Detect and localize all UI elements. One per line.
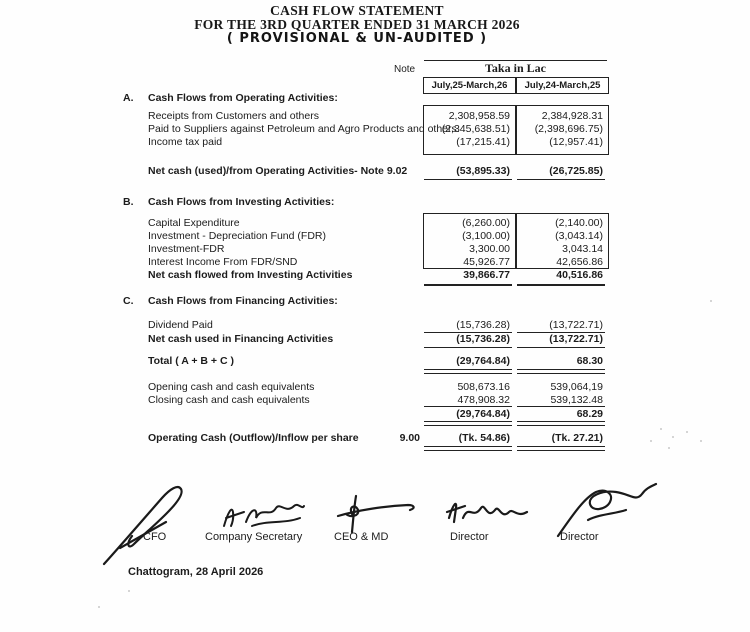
signatory-title: Company Secretary [205,531,303,543]
row-value-period2: (3,043.14) [555,230,603,242]
row-value-period1: (29,764.84) [456,408,510,420]
note-reference: 9.00 [399,432,420,444]
place-and-date: Chattogram, 28 April 2026 [128,566,264,578]
signatory-title: CEO & MD [334,531,389,543]
scan-speck [650,440,652,442]
row-value-period1: (17,215.41) [456,136,510,148]
row-label: Net cash flowed from Investing Activities [148,269,353,281]
row-value-period1: (53,895.33) [456,165,510,177]
row-label: Investment - Depreciation Fund (FDR) [148,230,326,242]
row-value-period2: (2,398,696.75) [534,123,603,135]
row-value-period2: (13,722.71) [549,319,603,331]
row-label: Net cash (used)/from Operating Activities- Note 9.02 [148,165,408,177]
row-value-period1: 478,908.32 [457,394,510,406]
period-2-header: July,24-March,25 [516,77,609,94]
signature-cfo [100,478,230,568]
section-c-heading: Cash Flows from Financing Activities: [148,295,338,307]
scan-speck [660,428,662,430]
row-value-period2: 42,656.86 [556,256,603,268]
document-title: CASH FLOW STATEMENT [270,3,444,18]
section-b-heading: Cash Flows from Investing Activities: [148,196,335,208]
row-value-period2: (26,725.85) [549,165,603,177]
row-value-period1: 3,300.00 [469,243,510,255]
row-value-period2: 539,132.48 [550,394,603,406]
row-label: Receipts from Customers and others [148,110,319,122]
section-a-letter: A. [123,92,134,104]
row-label: Investment-FDR [148,243,225,255]
row-value-period1: 39,866.77 [463,269,510,281]
row-label: Dividend Paid [148,319,213,331]
section-a-heading: Cash Flows from Operating Activities: [148,92,338,104]
row-value-period2: (12,957.41) [549,136,603,148]
row-label: Total ( A + B + C ) [148,355,234,367]
scan-speck [128,590,130,592]
row-label: Interest Income From FDR/SND [148,256,298,268]
period-1-header: July,25-March,26 [423,77,516,94]
document-subtitle: FOR THE 3RD QUARTER ENDED 31 MARCH 2026 [194,17,520,32]
row-value-period2: 539,064,19 [550,381,603,393]
signature-ceo-md [330,492,420,534]
scan-speck [98,606,100,608]
signatory-title: Director [450,531,489,543]
row-value-period1: (29,764.84) [456,355,510,367]
row-value-period2: 40,516.86 [556,269,603,281]
signature-director-1 [443,496,533,528]
signatory-title: CFO [143,531,167,543]
provisional-note: ( PROVISIONAL & UN-AUDITED ) [226,31,488,46]
row-value-period1: (6,260.00) [462,217,510,229]
note-column-header: Note [394,64,416,75]
row-value-period1: 508,673.16 [457,381,510,393]
row-label: Income tax paid [148,136,223,148]
row-value-period1: (3,100.00) [462,230,510,242]
scan-speck [672,436,674,438]
section-c-letter: C. [123,295,134,307]
row-label: Paid to Suppliers against Petroleum and Agro Products and others. [148,123,460,135]
row-value-period2: 68.30 [576,355,603,367]
scan-speck [686,431,688,433]
scan-speck [700,440,702,442]
row-value-period1: (15,736.28) [456,333,510,345]
row-value-period1: 2,308,958.59 [448,110,510,122]
row-value-period2: 2,384,928.31 [541,110,603,122]
scan-speck [668,447,670,449]
row-value-period2: 3,043.14 [562,243,603,255]
signatory-title: Director [560,531,599,543]
row-label: Capital Expenditure [148,217,240,229]
row-value-period1: (15,736.28) [456,319,510,331]
row-value-period1: 45,926.77 [463,256,510,268]
row-label: Closing cash and cash equivalents [148,394,310,406]
row-value-period2: (2,140.00) [555,217,603,229]
row-label: Opening cash and cash equivalents [148,381,315,393]
row-value-period1: (2,345,638.51) [441,123,510,135]
row-value-period2: (Tk. 27.21) [551,432,603,444]
row-label: Operating Cash (Outflow)/Inflow per share [148,432,359,444]
currency-header: Taka in Lac [485,61,546,75]
scan-speck [710,300,712,302]
row-value-period1: (Tk. 54.86) [458,432,510,444]
row-value-period2: 68.29 [576,408,603,420]
row-value-period2: (13,722.71) [549,333,603,345]
row-label: Net cash used in Financing Activities [148,333,334,345]
section-b-letter: B. [123,196,134,208]
signature-company-secretary [218,498,308,532]
